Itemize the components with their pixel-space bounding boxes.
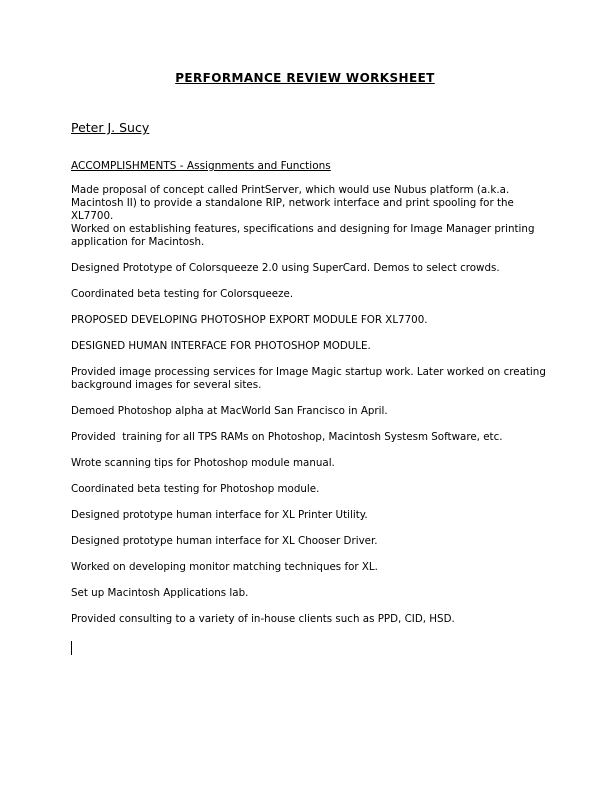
accomplishment-item: Worked on establishing features, specifications and designing for Image Manager printing application for Macintosh. <box>71 223 538 248</box>
accomplishment-item: Made proposal of concept called PrintServer, which would use Nubus platform (a.k.a. Macintosh II) to provide a standalone RIP, network interface and print spooling for the XL7700. <box>71 184 518 222</box>
accomplishment-item: Coordinated beta testing for Photoshop module. <box>71 483 320 495</box>
accomplishment-item: DESIGNED HUMAN INTERFACE FOR PHOTOSHOP MODULE. <box>71 340 371 352</box>
accomplishment-item: Worked on developing monitor matching techniques for XL. <box>71 561 378 573</box>
accomplishment-item: Designed Prototype of Colorsqueeze 2.0 using SuperCard. Demos to select crowds. <box>71 262 500 274</box>
accomplishment-item: PROPOSED DEVELOPING PHOTOSHOP EXPORT MODULE FOR XL7700. <box>71 314 428 326</box>
accomplishment-item: Provided training for all TPS RAMs on Photoshop, Macintosh Systesm Software, etc. <box>71 431 503 443</box>
section-heading: ACCOMPLISHMENTS - Assignments and Functions <box>71 160 331 172</box>
document-title: PERFORMANCE REVIEW WORKSHEET <box>175 71 435 85</box>
accomplishment-item: Designed prototype human interface for XL Chooser Driver. <box>71 535 378 547</box>
employee-name: Peter J. Sucy <box>71 120 150 135</box>
accomplishment-item: Wrote scanning tips for Photoshop module manual. <box>71 457 335 469</box>
accomplishments-list <box>71 184 551 639</box>
accomplishment-item: Designed prototype human interface for XL Printer Utility. <box>71 509 368 521</box>
accomplishment-item: Coordinated beta testing for Colorsqueeze. <box>71 288 294 300</box>
accomplishment-item: Provided image processing services for Image Magic startup work. Later worked on creating background images for several sites. <box>71 366 550 391</box>
text-cursor[interactable] <box>71 641 72 655</box>
accomplishment-item: Set up Macintosh Applications lab. <box>71 587 249 599</box>
accomplishment-item: Demoed Photoshop alpha at MacWorld San Francisco in April. <box>71 405 388 417</box>
accomplishment-item: Provided consulting to a variety of in-house clients such as PPD, CID, HSD. <box>71 613 455 625</box>
